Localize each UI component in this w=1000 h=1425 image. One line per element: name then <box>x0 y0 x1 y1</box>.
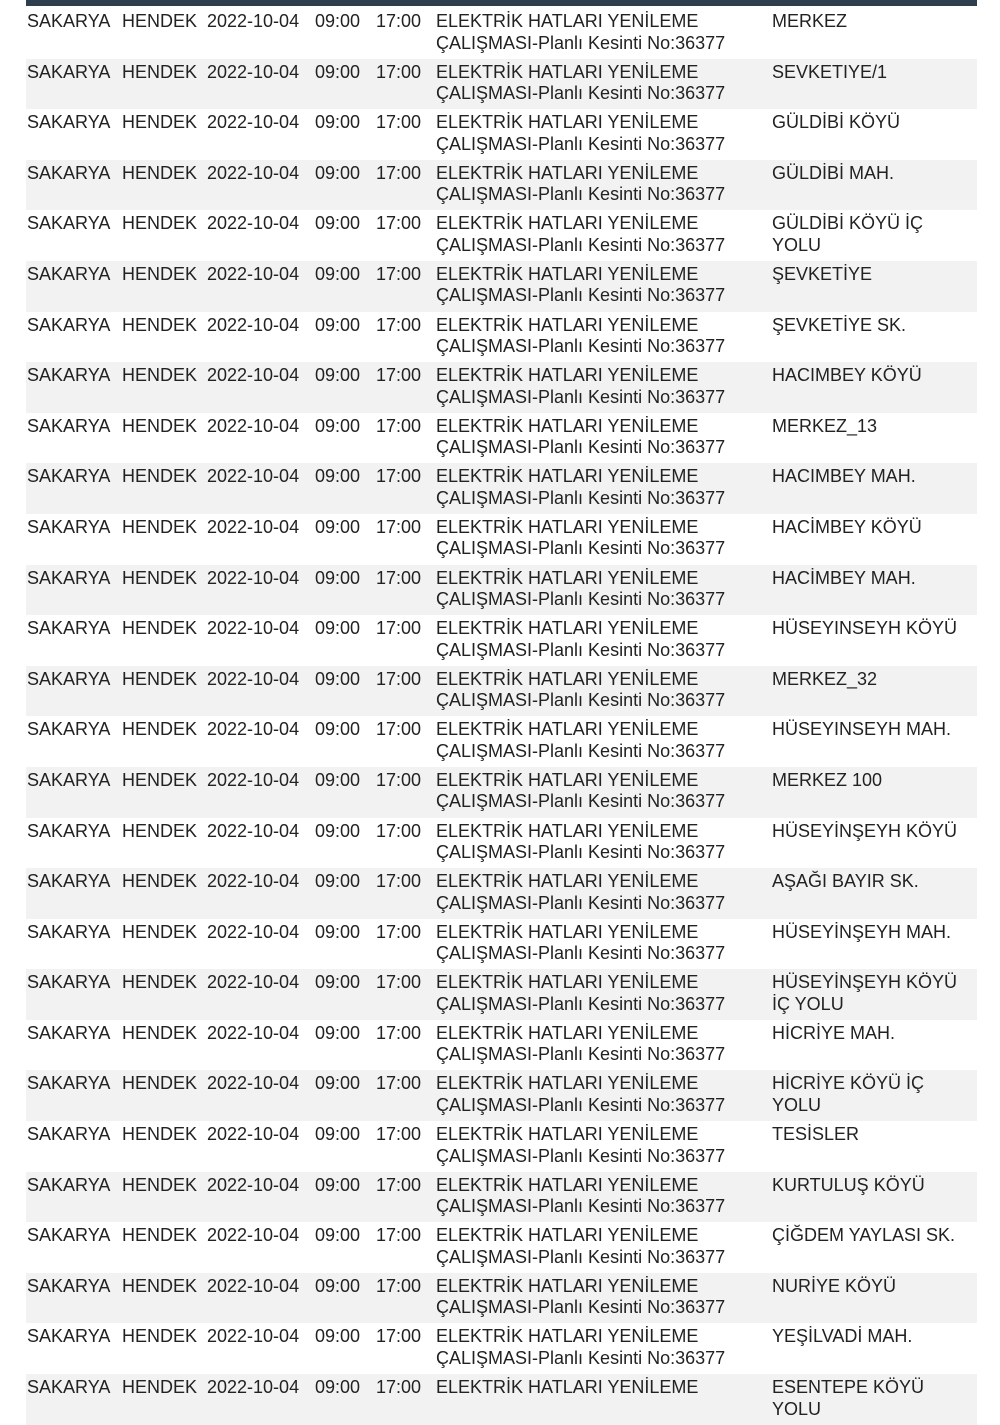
city-cell: SAKARYA <box>27 263 111 284</box>
date-cell: 2022-10-04 <box>207 112 300 133</box>
city-cell: SAKARYA <box>27 1377 111 1398</box>
start-time-cell: 09:00 <box>315 11 361 31</box>
table-row <box>26 716 977 767</box>
table-row <box>26 8 977 59</box>
start-time-cell: 09:00 <box>315 263 361 284</box>
table-row <box>26 666 977 717</box>
table-row <box>26 818 977 869</box>
description-cell: ELEKTRİK HATLARI YENİLEME ÇALIŞMASI-Planlı Kesinti No:36377 <box>436 921 726 964</box>
district-cell: HENDEK <box>122 972 198 993</box>
district-cell: HENDEK <box>122 263 198 284</box>
city-cell: SAKARYA <box>27 1022 111 1043</box>
date-cell: 2022-10-04 <box>207 61 300 82</box>
end-time-cell: 17:00 <box>376 263 422 284</box>
description-cell: ELEKTRİK HATLARI YENİLEME ÇALIŞMASI-Planlı Kesinti No:36377 <box>436 1275 726 1318</box>
table-row <box>26 362 977 413</box>
start-time-cell: 09:00 <box>315 1174 361 1195</box>
table-row <box>26 1020 977 1071</box>
start-time-cell: 09:00 <box>315 769 361 790</box>
date-cell: 2022-10-04 <box>207 516 300 537</box>
table-row <box>26 615 977 666</box>
date-cell: 2022-10-04 <box>207 1124 300 1145</box>
end-time-cell: 17:00 <box>376 921 422 942</box>
date-cell: 2022-10-04 <box>207 365 300 386</box>
city-cell: SAKARYA <box>27 415 111 436</box>
location-cell: HACIMBEY KÖYÜ <box>772 365 922 386</box>
date-cell: 2022-10-04 <box>207 618 300 639</box>
table-row <box>26 1121 977 1172</box>
location-cell: HİCRİYE MAH. <box>772 1022 896 1043</box>
table-row <box>26 1222 977 1273</box>
location-cell: HİCRİYE KÖYÜ İÇ YOLU <box>772 1073 925 1115</box>
table-row <box>26 1172 977 1223</box>
description-cell: ELEKTRİK HATLARI YENİLEME ÇALIŞMASI-Planlı Kesinti No:36377 <box>436 213 726 255</box>
location-cell: YEŞİLVADİ MAH. <box>772 1326 913 1347</box>
start-time-cell: 09:00 <box>315 162 361 183</box>
date-cell: 2022-10-04 <box>207 567 300 588</box>
table-row <box>26 868 977 919</box>
end-time-cell: 17:00 <box>376 11 422 31</box>
district-cell: HENDEK <box>122 1073 198 1094</box>
date-cell: 2022-10-04 <box>207 820 300 841</box>
district-cell: HENDEK <box>122 466 198 487</box>
description-cell: ELEKTRİK HATLARI YENİLEME ÇALIŞMASI-Planlı Kesinti No:36377 <box>436 466 726 508</box>
location-cell: NURİYE KÖYÜ <box>772 1275 897 1296</box>
location-cell: HACIMBEY MAH. <box>772 466 916 487</box>
location-cell: GÜLDİBİ KÖYÜ <box>772 112 901 133</box>
district-cell: HENDEK <box>122 1174 198 1195</box>
end-time-cell: 17:00 <box>376 1124 422 1145</box>
table-row <box>26 514 977 565</box>
district-cell: HENDEK <box>122 112 198 133</box>
table-row <box>26 109 977 160</box>
description-cell: ELEKTRİK HATLARI YENİLEME ÇALIŞMASI-Planlı Kesinti No:36377 <box>436 1225 726 1267</box>
end-time-cell: 17:00 <box>376 972 422 993</box>
start-time-cell: 09:00 <box>315 1275 361 1296</box>
location-cell: HACİMBEY KÖYÜ <box>772 516 922 537</box>
district-cell: HENDEK <box>122 1225 198 1246</box>
location-cell: HÜSEYINSEYH KÖYÜ <box>772 618 958 639</box>
location-cell: MERKEZ 100 <box>772 769 883 790</box>
start-time-cell: 09:00 <box>315 618 361 639</box>
description-cell: ELEKTRİK HATLARI YENİLEME ÇALIŞMASI-Planlı Kesinti No:36377 <box>436 516 726 559</box>
description-cell: ELEKTRİK HATLARI YENİLEME ÇALIŞMASI-Planlı Kesinti No:36377 <box>436 112 726 154</box>
description-cell: ELEKTRİK HATLARI YENİLEME ÇALIŞMASI-Planlı Kesinti No:36377 <box>436 1174 726 1217</box>
district-cell: HENDEK <box>122 668 198 689</box>
district-cell: HENDEK <box>122 314 198 335</box>
start-time-cell: 09:00 <box>315 466 361 487</box>
end-time-cell: 17:00 <box>376 820 422 841</box>
table-row <box>26 1273 977 1324</box>
district-cell: HENDEK <box>122 61 198 82</box>
location-cell: KURTULUŞ KÖYÜ <box>772 1174 925 1195</box>
description-cell: ELEKTRİK HATLARI YENİLEME ÇALIŞMASI-Planlı Kesinti No:36377 <box>436 972 726 1014</box>
description-cell: ELEKTRİK HATLARI YENİLEME ÇALIŞMASI-Planlı Kesinti No:36377 <box>436 11 726 53</box>
date-cell: 2022-10-04 <box>207 719 300 740</box>
end-time-cell: 17:00 <box>376 1022 422 1043</box>
district-cell: HENDEK <box>122 618 198 639</box>
table-row <box>26 969 977 1020</box>
table-row <box>26 565 977 616</box>
city-cell: SAKARYA <box>27 921 111 942</box>
table-row <box>26 261 977 312</box>
location-cell: HÜSEYİNŞEYH MAH. <box>772 921 952 942</box>
city-cell: SAKARYA <box>27 365 111 386</box>
start-time-cell: 09:00 <box>315 668 361 689</box>
start-time-cell: 09:00 <box>315 1022 361 1043</box>
table-row <box>26 767 977 818</box>
location-cell: HÜSEYINSEYH MAH. <box>772 719 952 740</box>
district-cell: HENDEK <box>122 213 198 234</box>
table-header-bar <box>26 0 977 6</box>
description-cell: ELEKTRİK HATLARI YENİLEME ÇALIŞMASI-Planlı Kesinti No:36377 <box>436 769 726 812</box>
date-cell: 2022-10-04 <box>207 263 300 284</box>
location-cell: ESENTEPE KÖYÜ YOLU <box>772 1377 925 1419</box>
city-cell: SAKARYA <box>27 871 111 892</box>
district-cell: HENDEK <box>122 567 198 588</box>
end-time-cell: 17:00 <box>376 112 422 133</box>
end-time-cell: 17:00 <box>376 516 422 537</box>
location-cell: GÜLDİBİ MAH. <box>772 162 895 183</box>
date-cell: 2022-10-04 <box>207 1326 300 1347</box>
district-cell: HENDEK <box>122 769 198 790</box>
description-cell: ELEKTRİK HATLARI YENİLEME ÇALIŞMASI-Planlı Kesinti No:36377 <box>436 871 726 913</box>
table-row <box>26 413 977 464</box>
date-cell: 2022-10-04 <box>207 972 300 993</box>
start-time-cell: 09:00 <box>315 972 361 993</box>
district-cell: HENDEK <box>122 871 198 892</box>
date-cell: 2022-10-04 <box>207 668 300 689</box>
location-cell: ŞEVKETİYE SK. <box>772 314 907 335</box>
location-cell: ÇİĞDEM YAYLASI SK. <box>772 1225 956 1246</box>
end-time-cell: 17:00 <box>376 1275 422 1296</box>
end-time-cell: 17:00 <box>376 61 422 82</box>
end-time-cell: 17:00 <box>376 466 422 487</box>
date-cell: 2022-10-04 <box>207 1225 300 1246</box>
city-cell: SAKARYA <box>27 162 111 183</box>
location-cell: AŞAĞI BAYIR SK. <box>772 871 919 892</box>
table-row <box>26 919 977 970</box>
city-cell: SAKARYA <box>27 1275 111 1296</box>
end-time-cell: 17:00 <box>376 365 422 386</box>
district-cell: HENDEK <box>122 516 198 537</box>
date-cell: 2022-10-04 <box>207 769 300 790</box>
start-time-cell: 09:00 <box>315 314 361 335</box>
start-time-cell: 09:00 <box>315 567 361 588</box>
city-cell: SAKARYA <box>27 1124 111 1145</box>
date-cell: 2022-10-04 <box>207 466 300 487</box>
city-cell: SAKARYA <box>27 769 111 790</box>
city-cell: SAKARYA <box>27 1225 111 1246</box>
description-cell: ELEKTRİK HATLARI YENİLEME ÇALIŞMASI-Planlı Kesinti No:36377 <box>436 365 726 407</box>
start-time-cell: 09:00 <box>315 1124 361 1145</box>
outage-table <box>26 8 977 1425</box>
table-row <box>26 160 977 211</box>
date-cell: 2022-10-04 <box>207 921 300 942</box>
city-cell: SAKARYA <box>27 213 111 234</box>
district-cell: HENDEK <box>122 1275 198 1296</box>
location-cell: SEVKETIYE/1 <box>772 61 888 82</box>
date-cell: 2022-10-04 <box>207 11 300 31</box>
end-time-cell: 17:00 <box>376 162 422 183</box>
end-time-cell: 17:00 <box>376 719 422 740</box>
location-cell: GÜLDİBİ KÖYÜ İÇ YOLU <box>772 213 924 255</box>
city-cell: SAKARYA <box>27 516 111 537</box>
end-time-cell: 17:00 <box>376 618 422 639</box>
end-time-cell: 17:00 <box>376 1377 422 1398</box>
date-cell: 2022-10-04 <box>207 213 300 234</box>
city-cell: SAKARYA <box>27 1326 111 1347</box>
description-cell: ELEKTRİK HATLARI YENİLEME ÇALIŞMASI-Planlı Kesinti No:36377 <box>436 618 726 660</box>
description-cell: ELEKTRİK HATLARI YENİLEME ÇALIŞMASI-Planlı Kesinti No:36377 <box>436 820 726 862</box>
date-cell: 2022-10-04 <box>207 314 300 335</box>
description-cell: ELEKTRİK HATLARI YENİLEME ÇALIŞMASI-Planlı Kesinti No:36377 <box>436 415 726 458</box>
city-cell: SAKARYA <box>27 61 111 82</box>
location-cell: HÜSEYİNŞEYH KÖYÜ <box>772 820 958 841</box>
district-cell: HENDEK <box>122 1022 198 1043</box>
date-cell: 2022-10-04 <box>207 1073 300 1094</box>
start-time-cell: 09:00 <box>315 516 361 537</box>
start-time-cell: 09:00 <box>315 415 361 436</box>
start-time-cell: 09:00 <box>315 719 361 740</box>
table-row <box>26 312 977 363</box>
city-cell: SAKARYA <box>27 112 111 133</box>
description-cell: ELEKTRİK HATLARI YENİLEME ÇALIŞMASI-Planlı Kesinti No:36377 <box>436 719 726 761</box>
end-time-cell: 17:00 <box>376 668 422 689</box>
description-cell: ELEKTRİK HATLARI YENİLEME ÇALIŞMASI-Planlı Kesinti No:36377 <box>436 1124 726 1166</box>
description-cell: ELEKTRİK HATLARI YENİLEME ÇALIŞMASI-Planlı Kesinti No:36377 <box>436 263 726 306</box>
end-time-cell: 17:00 <box>376 213 422 234</box>
start-time-cell: 09:00 <box>315 112 361 133</box>
end-time-cell: 17:00 <box>376 1326 422 1347</box>
date-cell: 2022-10-04 <box>207 1022 300 1043</box>
location-cell: TESİSLER <box>772 1124 860 1145</box>
district-cell: HENDEK <box>122 1377 198 1398</box>
city-cell: SAKARYA <box>27 567 111 588</box>
location-cell: MERKEZ_32 <box>772 668 878 689</box>
district-cell: HENDEK <box>122 1124 198 1145</box>
end-time-cell: 17:00 <box>376 314 422 335</box>
city-cell: SAKARYA <box>27 1073 111 1094</box>
start-time-cell: 09:00 <box>315 61 361 82</box>
description-cell: ELEKTRİK HATLARI YENİLEME ÇALIŞMASI-Planlı Kesinti No:36377 <box>436 1326 726 1368</box>
date-cell: 2022-10-04 <box>207 1377 300 1398</box>
location-cell: HÜSEYİNŞEYH KÖYÜ İÇ YOLU <box>772 972 958 1014</box>
city-cell: SAKARYA <box>27 668 111 689</box>
location-cell: HACİMBEY MAH. <box>772 567 916 588</box>
end-time-cell: 17:00 <box>376 567 422 588</box>
start-time-cell: 09:00 <box>315 213 361 234</box>
table-row <box>26 1323 977 1374</box>
district-cell: HENDEK <box>122 1326 198 1347</box>
city-cell: SAKARYA <box>27 1174 111 1195</box>
end-time-cell: 17:00 <box>376 1174 422 1195</box>
date-cell: 2022-10-04 <box>207 871 300 892</box>
district-cell: HENDEK <box>122 11 198 31</box>
end-time-cell: 17:00 <box>376 1073 422 1094</box>
date-cell: 2022-10-04 <box>207 1174 300 1195</box>
district-cell: HENDEK <box>122 719 198 740</box>
start-time-cell: 09:00 <box>315 820 361 841</box>
city-cell: SAKARYA <box>27 820 111 841</box>
table-row <box>26 463 977 514</box>
city-cell: SAKARYA <box>27 618 111 639</box>
table-row <box>26 1070 977 1121</box>
city-cell: SAKARYA <box>27 719 111 740</box>
start-time-cell: 09:00 <box>315 1377 361 1398</box>
end-time-cell: 17:00 <box>376 769 422 790</box>
district-cell: HENDEK <box>122 365 198 386</box>
table-row <box>26 59 977 110</box>
description-cell: ELEKTRİK HATLARI YENİLEME ÇALIŞMASI-Planlı Kesinti No:36377 <box>436 162 726 205</box>
city-cell: SAKARYA <box>27 466 111 487</box>
description-cell: ELEKTRİK HATLARI YENİLEME ÇALIŞMASI-Planlı Kesinti No:36377 <box>436 1073 726 1115</box>
end-time-cell: 17:00 <box>376 871 422 892</box>
description-cell: ELEKTRİK HATLARI YENİLEME ÇALIŞMASI-Planlı Kesinti No:36377 <box>436 567 726 610</box>
description-cell: ELEKTRİK HATLARI YENİLEME ÇALIŞMASI-Planlı Kesinti No:36377 <box>436 61 726 104</box>
start-time-cell: 09:00 <box>315 871 361 892</box>
start-time-cell: 09:00 <box>315 1326 361 1347</box>
end-time-cell: 17:00 <box>376 415 422 436</box>
city-cell: SAKARYA <box>27 314 111 335</box>
start-time-cell: 09:00 <box>315 1073 361 1094</box>
city-cell: SAKARYA <box>27 11 111 31</box>
description-cell: ELEKTRİK HATLARI YENİLEME ÇALIŞMASI-Planlı Kesinti No:36377 <box>436 314 726 357</box>
date-cell: 2022-10-04 <box>207 1275 300 1296</box>
start-time-cell: 09:00 <box>315 921 361 942</box>
description-cell: ELEKTRİK HATLARI YENİLEME <box>436 1377 699 1398</box>
start-time-cell: 09:00 <box>315 365 361 386</box>
district-cell: HENDEK <box>122 162 198 183</box>
location-cell: MERKEZ_13 <box>772 415 878 436</box>
location-cell: MERKEZ <box>772 11 848 31</box>
district-cell: HENDEK <box>122 820 198 841</box>
description-cell: ELEKTRİK HATLARI YENİLEME ÇALIŞMASI-Planlı Kesinti No:36377 <box>436 668 726 711</box>
start-time-cell: 09:00 <box>315 1225 361 1246</box>
date-cell: 2022-10-04 <box>207 415 300 436</box>
location-cell: ŞEVKETİYE <box>772 263 873 284</box>
city-cell: SAKARYA <box>27 972 111 993</box>
table-row <box>26 1374 977 1425</box>
table-row <box>26 210 977 261</box>
district-cell: HENDEK <box>122 921 198 942</box>
description-cell: ELEKTRİK HATLARI YENİLEME ÇALIŞMASI-Planlı Kesinti No:36377 <box>436 1022 726 1065</box>
date-cell: 2022-10-04 <box>207 162 300 183</box>
district-cell: HENDEK <box>122 415 198 436</box>
end-time-cell: 17:00 <box>376 1225 422 1246</box>
